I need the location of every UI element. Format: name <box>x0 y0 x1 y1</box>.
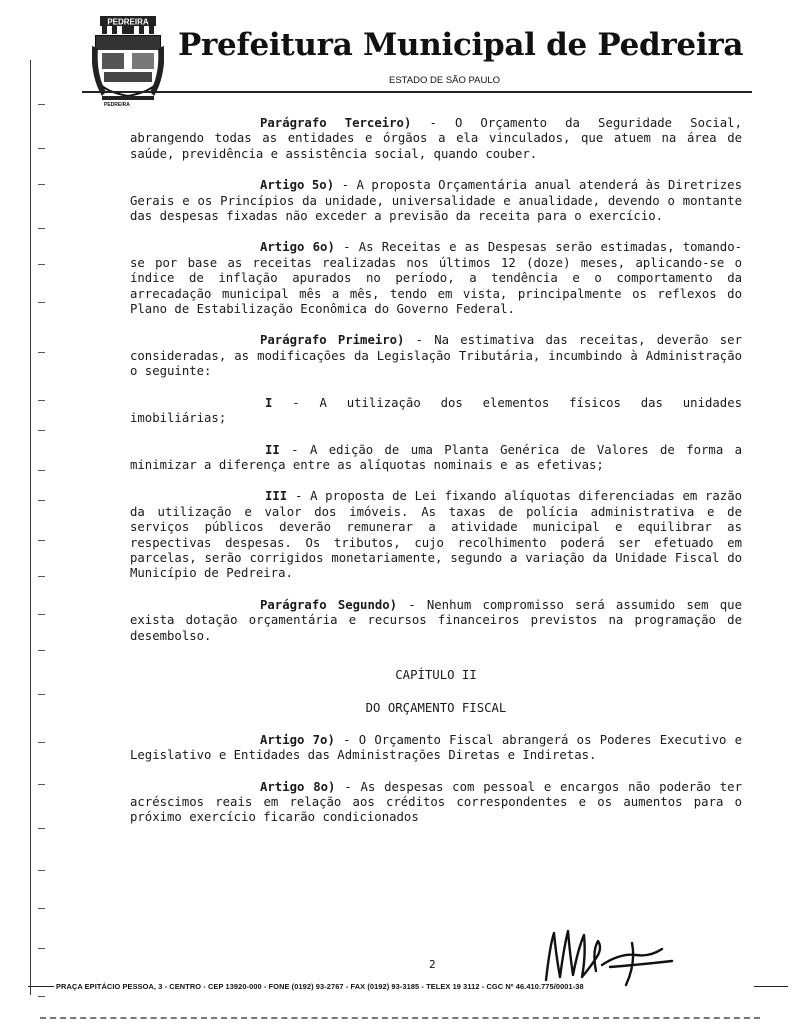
item-number: III <box>265 489 288 504</box>
scan-edge-dashes <box>40 1017 760 1019</box>
chapter-title: DO ORÇAMENTO FISCAL <box>365 701 507 716</box>
page-number: 2 <box>429 958 436 971</box>
article-text: - As despesas com pessoal e encargos não poderão ter acréscimos reais em relação aos créditos correspondentes e os aumentos para o próximo exercício ficarão condicionados <box>130 779 742 825</box>
article-text: - O Orçamento Fiscal abrangerá os Poderes Executivo e Legislativo e Entidades das Administrações Diretas e Indiretas. <box>130 732 742 763</box>
paragraph-primeiro <box>130 333 742 379</box>
item-number: I <box>265 395 273 410</box>
paragraph-heading: Parágrafo Segundo) <box>260 597 398 612</box>
handwritten-signature <box>540 925 680 990</box>
article-7 <box>130 733 742 764</box>
footer-rule-right <box>754 986 788 987</box>
paragraph-text: - O Orçamento da Seguridade Social, abrangendo todas as entidades e órgãos a ela vinculados, que atuem na área de saúde, previdência e assistência social, quando couber. <box>130 116 742 161</box>
paragraph-text: - Na estimativa das receitas, deverão ser consideradas, as modificações da Legislação Tributária, incumbindo à Administração o seguinte: <box>130 333 742 379</box>
article-heading: Artigo 7o) <box>260 732 335 747</box>
item-text: - A utilização dos elementos físicos das unidades imobiliárias; <box>130 395 742 426</box>
article-text: - A proposta Orçamentária anual atenderá às Diretrizes Gerais e os Princípios da unidade, universalidade e anualidade, devendo o montante das despesas fixadas não exceder a previsão da receita para o exercício. <box>130 178 742 224</box>
paragraph-segundo <box>130 598 742 644</box>
left-margin-line <box>30 60 31 995</box>
svg-text:PEDREIRA: PEDREIRA <box>107 17 149 27</box>
item-text: - A proposta de Lei fixando alíquotas diferenciadas em razão da utilização e valor dos imóveis. As taxas de polícia administrativa e de serviços públicos deverão remunerar a atividade municipal e equilibrar as respectivas despesas. Os tributos, cujo recolhimento poderá ser efetuado em parcelas, serão corrigidos monetariamente, segundo a variação da Unidade Fiscal do Município de Pedreira. <box>130 489 742 581</box>
paragraph-heading: Parágrafo Terceiro) <box>260 116 412 130</box>
item-number: II <box>265 442 280 457</box>
article-heading: Artigo 6o) <box>260 240 335 255</box>
item-ii <box>130 443 742 474</box>
item-iii <box>130 489 742 581</box>
paragraph-terceiro <box>130 116 742 162</box>
header-rule <box>82 91 752 93</box>
page-title: Prefeitura Municipal de Pedreira <box>178 27 744 63</box>
article-6 <box>130 240 742 317</box>
item-text: - A edição de uma Planta Genérica de Valores de forma a minimizar a diferença entre as alíquotas nominais e as efetivas; <box>130 442 742 472</box>
chapter-number: CAPÍTULO II <box>395 667 477 682</box>
item-i <box>130 396 742 427</box>
article-5 <box>130 178 742 224</box>
article-heading: Artigo 5o) <box>260 178 335 193</box>
paragraph-heading: Parágrafo Primeiro) <box>260 333 405 348</box>
paragraph-text: - Nenhum compromisso será assumido sem que exista dotação orçamentária e recursos financeiros previstos na programação de desembolso. <box>130 597 742 643</box>
state-subtitle: ESTADO DE SÃO PAULO <box>389 75 501 86</box>
article-8 <box>130 780 742 826</box>
article-text: - As Receitas e as Despesas serão estimadas, tomando-se por base as receitas realizadas nos últimos 12 (doze) meses, aplicando-se o índice de inflação apurados no período, a tendência e o comportamento da arrecadação municipal mês a mês, tendo em vista, principalmente os reflexos do Plano de Estabilização Econômica do Governo Federal. <box>130 240 742 317</box>
crest-caption: PEDREIRA <box>104 102 130 108</box>
article-heading: Artigo 8o) <box>260 779 336 794</box>
document-body <box>130 116 742 842</box>
footer-address: PRAÇA EPITÁCIO PESSOA, 3 - CENTRO - CEP 13920-000 - FONE (0192) 93-2767 - FAX (0192) 93-3185 - TELEX 19 3112 - CGC Nº 46.410.775/0001-38 <box>56 982 584 991</box>
footer-rule-left <box>28 986 54 987</box>
